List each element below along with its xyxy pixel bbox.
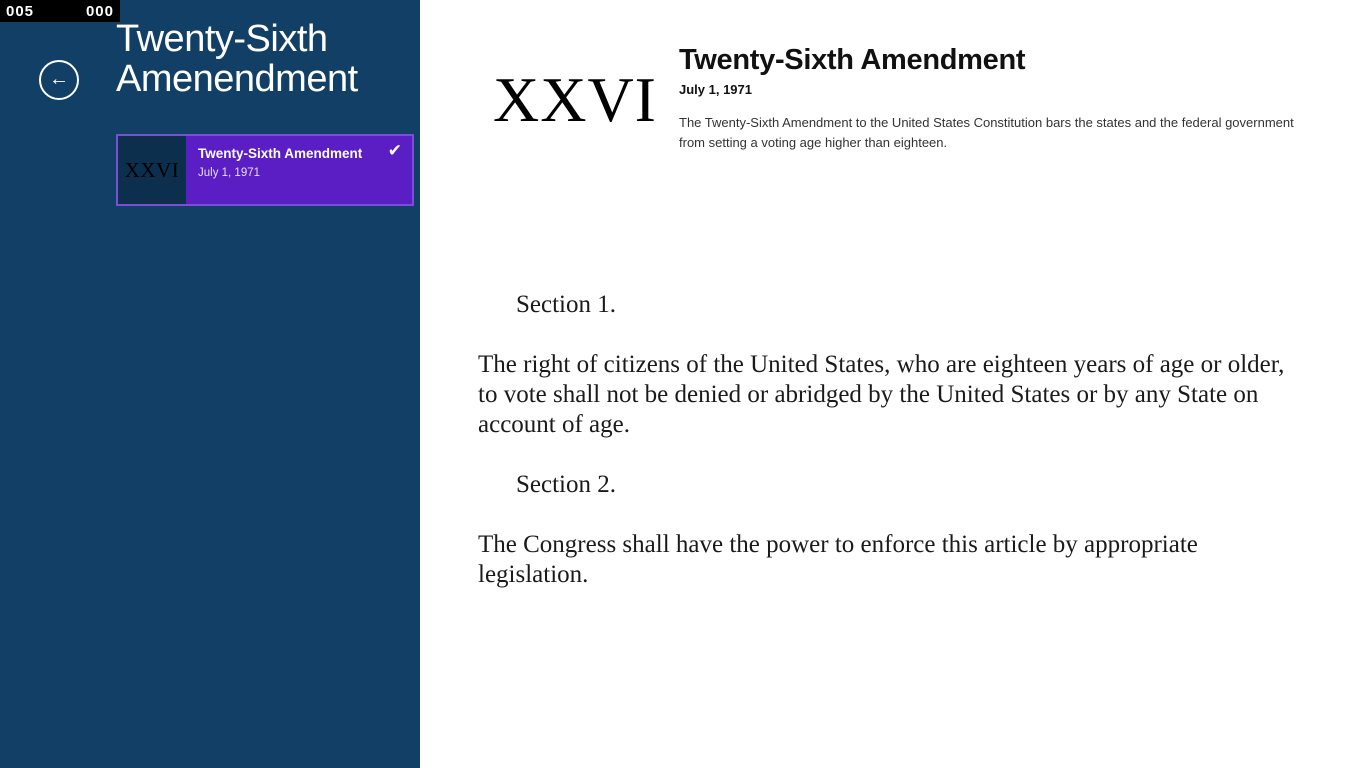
spacer — [478, 320, 1308, 350]
roman-numeral-heading: XXVI — [493, 64, 657, 135]
checkmark-icon: ✔ — [387, 141, 402, 160]
debug-overlay — [0, 0, 120, 22]
list-item[interactable] — [116, 134, 414, 206]
back-arrow-icon: ← — [49, 68, 69, 90]
back-button[interactable] — [39, 60, 79, 100]
document-pane — [420, 0, 1366, 768]
section-2-text: The Congress shall have the power to enforce this article by appropriate legislation. — [478, 531, 1198, 588]
section-1-text: The right of citizens of the United States, who are eighteen years of age or older, to vote shall not be denied or abridged by the United States or by any State on account of age. — [478, 351, 1285, 438]
list-item-subtitle: July 1, 1971 — [198, 167, 261, 180]
section-2-heading: Section 2. — [516, 471, 616, 498]
list-item-body — [186, 136, 412, 204]
document-description: The Twenty-Sixth Amendment to the United States Constitution bars the states and the federal government from setting a voting age higher than eighteen. — [679, 115, 1294, 150]
debug-right-value: 000 — [85, 2, 114, 20]
spacer — [478, 500, 1308, 530]
document-header — [679, 44, 1319, 152]
list-item-title: Twenty-Sixth Amendment — [198, 146, 363, 161]
navigation-panel — [0, 0, 420, 768]
debug-left-value: 005 — [6, 2, 35, 20]
list-item-thumbnail — [118, 136, 186, 204]
document-title: Twenty-Sixth Amendment — [679, 44, 1026, 76]
spacer — [478, 440, 1308, 470]
list-item-thumbnail-label: XXVI — [124, 157, 180, 182]
document-body — [478, 290, 1308, 590]
page-title: Twenty-Sixth Amenendment — [116, 18, 358, 100]
section-1-heading: Section 1. — [516, 291, 616, 318]
document-date: July 1, 1971 — [679, 82, 752, 98]
